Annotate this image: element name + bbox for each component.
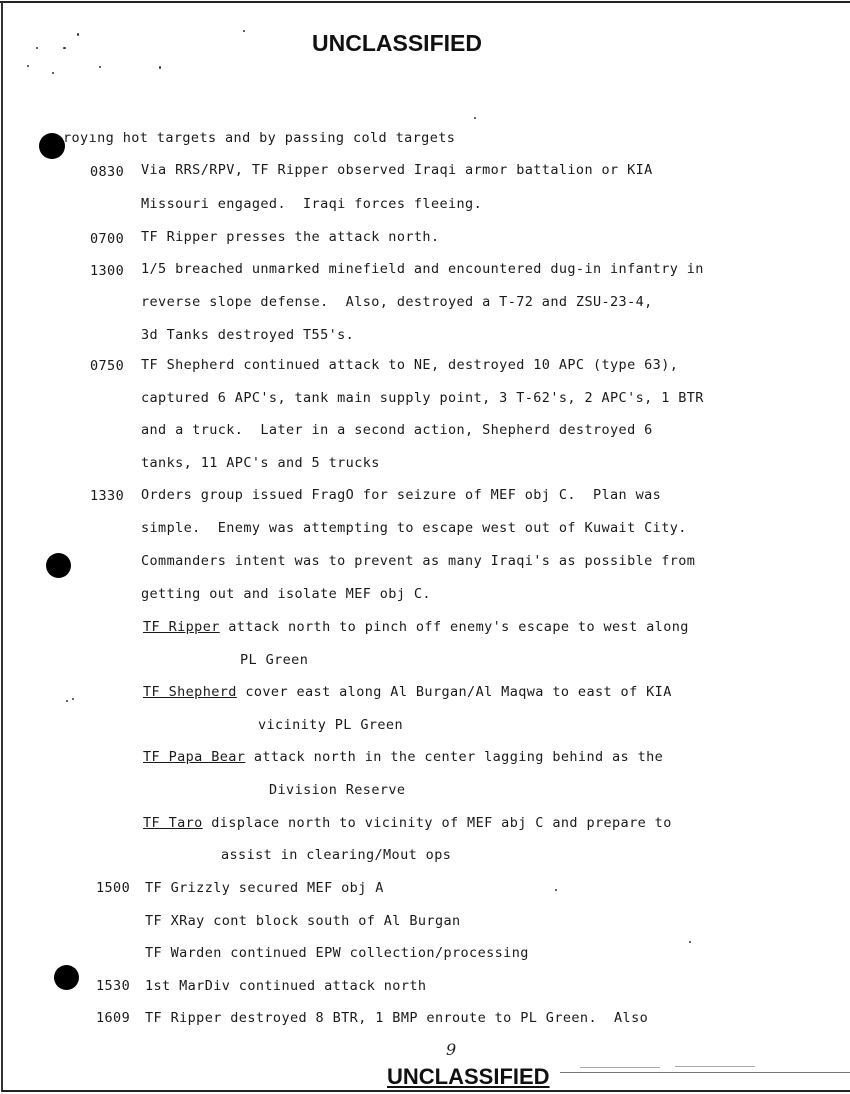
task-force-name: TF Ripper xyxy=(143,619,220,635)
entry-text: TF Warden continued EPW collection/processing xyxy=(145,945,529,961)
scan-speck xyxy=(72,698,74,700)
page-border-bottom xyxy=(2,1090,850,1092)
scan-speck xyxy=(243,30,245,32)
scan-speck xyxy=(555,889,557,891)
scan-speck xyxy=(474,117,476,119)
footer-classification: UNCLASSIFIED xyxy=(387,1064,550,1089)
task-force-task-cont: assist in clearing/Mout ops xyxy=(221,847,452,863)
page-border-left xyxy=(1,2,3,1092)
entry-time: 1530 xyxy=(96,978,131,994)
task-force-task-cont: PL Green xyxy=(240,652,309,668)
entry-time: 0700 xyxy=(90,231,125,247)
entry-text: 3d Tanks destroyed T55's. xyxy=(141,327,355,343)
scan-smudge xyxy=(675,1066,755,1067)
task-force-name: TF Papa Bear xyxy=(143,749,246,765)
entry-text: and a truck. Later in a second action, Shepherd destroyed 6 xyxy=(141,422,653,438)
scan-speck xyxy=(27,65,29,67)
entry-text: getting out and isolate MEF obj C. xyxy=(141,586,431,602)
entry-text: captured 6 APC's, tank main supply point, 3 T-62's, 2 APC's, 1 BTR xyxy=(141,390,704,406)
scan-speck xyxy=(77,33,79,36)
entry-text: 1/5 breached unmarked minefield and encountered dug-in infantry in xyxy=(141,261,704,277)
task-force-task-cont: Division Reserve xyxy=(269,782,406,798)
entry-time: 1330 xyxy=(90,488,125,504)
entry-text: 1st MarDiv continued attack north xyxy=(145,978,427,994)
entry-text: TF Ripper presses the attack north. xyxy=(141,229,440,245)
punch-hole-middle xyxy=(46,553,71,578)
scan-speck xyxy=(66,700,68,702)
task-force-line xyxy=(143,684,672,700)
task-force-task: attack north to pinch off enemy's escape to west along xyxy=(219,619,689,635)
task-force-name: TF Taro xyxy=(143,815,203,831)
scan-speck xyxy=(99,66,101,68)
task-force-name: TF Shepherd xyxy=(143,684,237,700)
page-number: 9 xyxy=(446,1040,457,1059)
entry-text: TF Shepherd continued attack to NE, destroyed 10 APC (type 63), xyxy=(141,357,679,373)
task-force-line xyxy=(143,749,663,765)
scan-speck xyxy=(689,941,691,943)
entry-text: Commanders intent was to prevent as many Iraqi's as possible from xyxy=(141,553,696,569)
entry-text: Missouri engaged. Iraqi forces fleeing. xyxy=(141,196,483,212)
header-classification: UNCLASSIFIED xyxy=(312,30,482,56)
task-force-task-cont: vicinity PL Green xyxy=(258,717,403,733)
entry-text: simple. Enemy was attempting to escape west out of Kuwait City. xyxy=(141,520,687,536)
entry-text: reverse slope defense. Also, destroyed a T-72 and ZSU-23-4, xyxy=(141,294,653,310)
task-force-line xyxy=(143,619,689,635)
entry-text: tanks, 11 APC's and 5 trucks xyxy=(141,455,380,471)
scan-smudge xyxy=(560,1072,850,1073)
entry-text: TF Grizzly secured MEF obj A xyxy=(145,880,384,896)
entry-time: 1500 xyxy=(96,880,131,896)
task-force-line xyxy=(143,815,672,831)
punch-hole-top xyxy=(39,133,65,159)
task-force-task: displace north to vicinity of MEF abj C and prepare to xyxy=(202,815,672,831)
entry-time: 1300 xyxy=(90,263,125,279)
scan-speck xyxy=(36,47,38,49)
entry-time: 0830 xyxy=(90,164,125,180)
scan-smudge xyxy=(580,1067,660,1068)
scan-speck xyxy=(159,66,161,69)
entry-text: Via RRS/RPV, TF Ripper observed Iraqi armor battalion or KIA xyxy=(141,162,653,178)
entry-text: TF Ripper destroyed 8 BTR, 1 BMP enroute to PL Green. Also xyxy=(145,1010,649,1026)
entry-text: TF XRay cont block south of Al Burgan xyxy=(145,913,461,929)
scan-speck xyxy=(52,72,54,74)
scan-speck xyxy=(63,47,66,49)
task-force-task: cover east along Al Burgan/Al Maqwa to east of KIA xyxy=(236,684,672,700)
entry-time: 1609 xyxy=(96,1010,131,1026)
punch-hole-bottom xyxy=(54,965,79,990)
page-border-top xyxy=(0,1,850,3)
task-force-task: attack north in the center lagging behind as the xyxy=(245,749,664,765)
entry-text: Orders group issued FragO for seizure of MEF obj C. Plan was xyxy=(141,487,662,503)
entry-time: 0750 xyxy=(90,358,125,374)
intro-line: royıng hot targets and by passing cold targets xyxy=(63,130,456,146)
